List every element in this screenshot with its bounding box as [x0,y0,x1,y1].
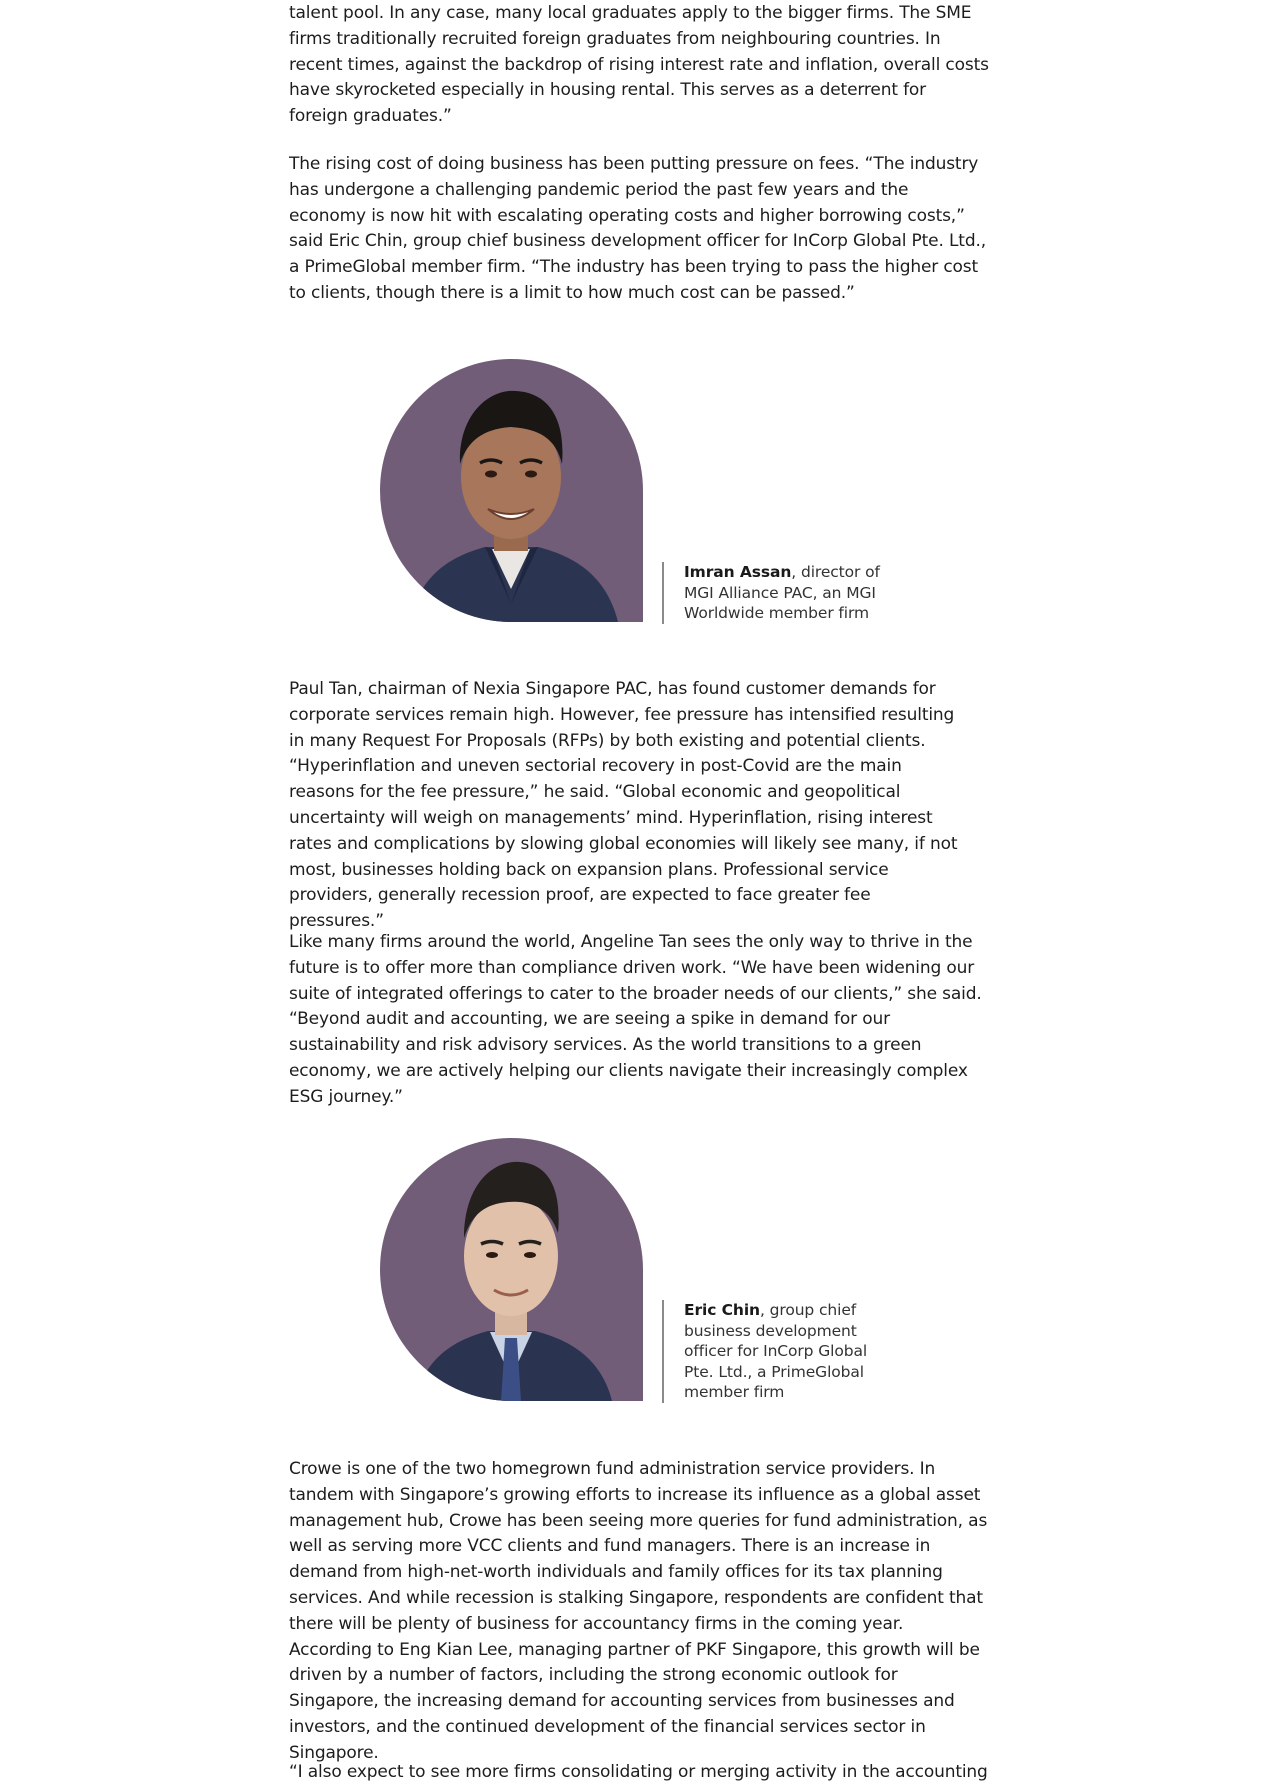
paragraph-consolidation: “I also expect to see more firms consolidating or merging activity in the accounting [289,1762,988,1782]
person-silhouette-icon [380,1138,643,1401]
caption-divider [662,562,664,624]
person-silhouette-icon [380,359,643,622]
paragraph-crowe: Crowe is one of the two homegrown fund administration service providers. In tandem with Singapore’s growing efforts to increase its influence as a global asset management hub, Crowe has been seeing more queries for fund administration, as well as serving more VCC clients and fund managers. There is an increase in demand from high-net-worth individuals and family offices for its tax planning services. And while recession is stalking Singapore, respondents are confident that there will be plenty of business for accountancy firms in the coming year. According to Eng Kian Lee, managing partner of PKF Singapore, this growth will be driven by a number of factors, including the strong economic outlook for Singapore, the increasing demand for accounting services from businesses and investors, and the continued development of the financial services sector in Singapore. [289,1459,988,1763]
caption-name: Eric Chin [684,1301,760,1319]
caption-role: , group chief business development officer for InCorp Global Pte. Ltd., a PrimeGlobal member firm [684,1301,868,1401]
paragraph-rising-cost: The rising cost of doing business has been putting pressure on fees. “The industry has undergone a challenging pandemic period the past few years and the economy is now hit with escalating operating costs and higher borrowing costs,” said Eric Chin, group chief business development officer for InCorp Global Pte. Ltd., a PrimeGlobal member firm. “The industry has been trying to pass the higher cost to clients, though there is a limit to how much cost can be passed.” [289,154,986,303]
figure-imran-assan [289,359,989,624]
caption-name: Imran Assan [684,563,792,581]
caption-imran-assan [684,562,889,624]
portrait-eric-chin [380,1138,643,1401]
paragraph-talent-pool: talent pool. In any case, many local graduates apply to the bigger firms. The SME firms traditionally recruited foreign graduates from neighbouring countries. In recent times, against the backdrop of rising interest rate and inflation, overall costs have skyrocketed especially in housing rental. This serves as a deterrent for foreign graduates.” [289,3,989,127]
caption-eric-chin [684,1300,869,1403]
caption-divider [662,1300,664,1403]
paragraph-paul-tan: Paul Tan, chairman of Nexia Singapore PAC, has found customer demands for corporate services remain high. However, fee pressure has intensified resulting in many Request For Proposals (RFPs) by both existing and potential clients. “Hyperinflation and uneven sectorial recovery in post-Covid are the main reasons for the fee pressure,” he said. “Global economic and geopolitical uncertainty will weigh on managements’ mind. Hyperinflation, rising interest rates and complications by slowing global economies will likely see many, if not most, businesses holding back on expansion plans. Professional service providers, generally recession proof, are expected to face greater fee pressures.” [289,679,958,932]
paragraph-angeline-tan: Like many firms around the world, Angeline Tan sees the only way to thrive in the future is to offer more than compliance driven work. “We have been widening our suite of integrated offerings to cater to the broader needs of our clients,” she said. “Beyond audit and accounting, we are seeing a spike in demand for our sustainability and risk advisory services. As the world transitions to a green economy, we are actively helping our clients navigate their increasingly complex ESG journey.” [289,932,982,1107]
figure-eric-chin [289,1138,989,1403]
portrait-imran-assan [380,359,643,622]
caption-role: , director of MGI Alliance PAC, an MGI Worldwide member firm [684,563,880,622]
